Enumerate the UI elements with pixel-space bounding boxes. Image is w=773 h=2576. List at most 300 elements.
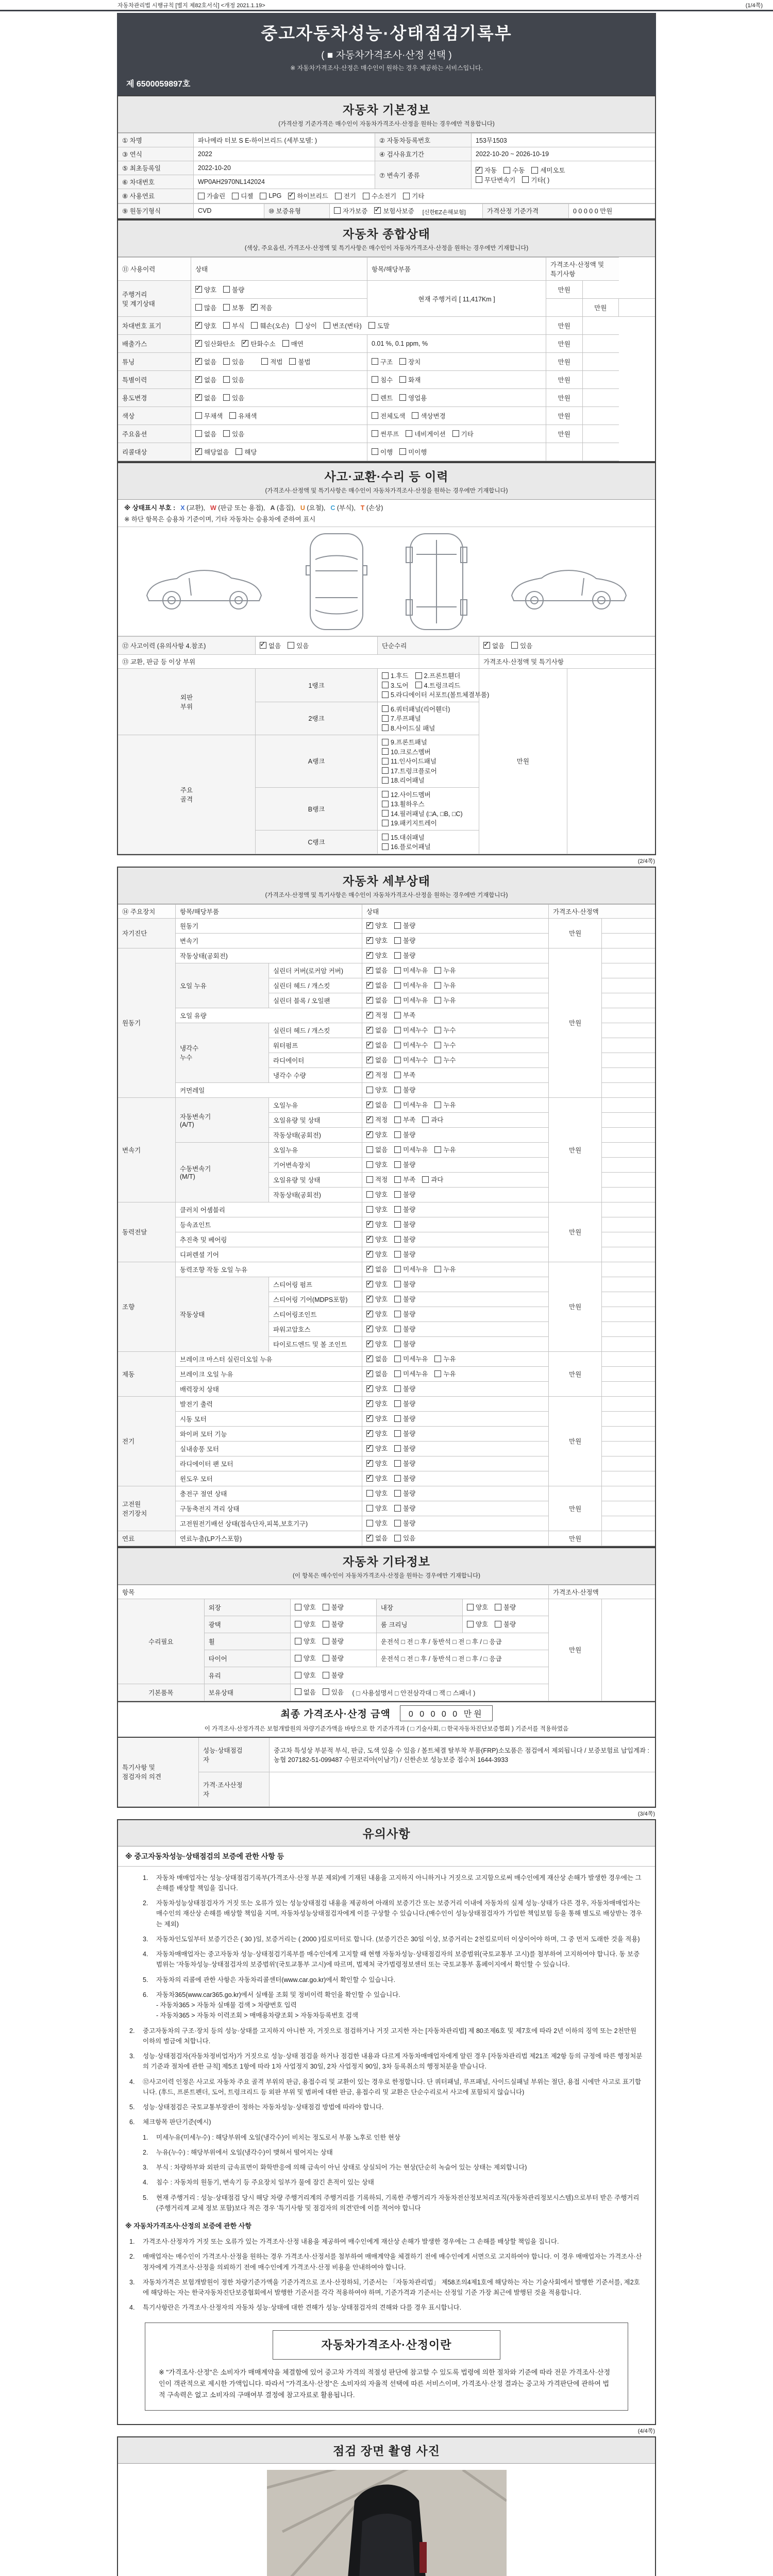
checkbox-양호[interactable] bbox=[366, 1518, 388, 1528]
checkbox-18.리어패널[interactable] bbox=[382, 775, 425, 785]
checkbox-누유[interactable] bbox=[434, 1354, 456, 1363]
checkbox-없음[interactable] bbox=[366, 1025, 388, 1035]
checkbox-네비게이션[interactable] bbox=[406, 429, 445, 438]
checkbox-없음[interactable] bbox=[483, 641, 505, 650]
notice-number: 3. bbox=[129, 2053, 135, 2060]
checkbox-불량[interactable] bbox=[394, 1399, 415, 1408]
checkbox-label: 미세누수 bbox=[403, 1027, 428, 1035]
checkbox-양호[interactable] bbox=[295, 1653, 316, 1663]
checkbox-양호[interactable] bbox=[366, 921, 388, 930]
checkbox-box bbox=[394, 1012, 401, 1019]
checkbox-box bbox=[195, 376, 202, 383]
notices-block1-header: ※ 중고자동차성능·상태점검의 보증에 관한 사항 등 bbox=[118, 1846, 655, 1867]
accident-table bbox=[118, 636, 655, 854]
checkbox-있음[interactable] bbox=[223, 357, 244, 366]
checkbox-box bbox=[522, 176, 529, 183]
checkbox-10.크로스멤버[interactable] bbox=[382, 747, 431, 756]
checkbox-가솔린[interactable] bbox=[198, 191, 225, 200]
checkbox-불량[interactable] bbox=[394, 1279, 415, 1289]
accident-subtitle: (가격조사·산정액 및 특기사항은 매수인이 자동차가격조사·산정을 원하는 경우에만 기재합니다) bbox=[265, 488, 508, 494]
notice-item bbox=[143, 2162, 644, 2173]
checkbox-box bbox=[366, 1385, 373, 1392]
checkbox-있음[interactable] bbox=[223, 429, 244, 438]
table-cell: 특별이력 bbox=[118, 371, 191, 389]
table-cell: 만원 bbox=[546, 353, 583, 371]
table-cell bbox=[582, 353, 619, 371]
table-cell bbox=[602, 1232, 655, 1247]
checkbox-8.사이드실 패널[interactable] bbox=[382, 723, 435, 733]
checkbox-양호[interactable] bbox=[366, 1160, 388, 1169]
checkbox-누수[interactable] bbox=[434, 1040, 456, 1049]
table-cell bbox=[602, 948, 655, 963]
checkbox-양호[interactable] bbox=[467, 1619, 488, 1629]
checkbox-양호[interactable] bbox=[366, 1503, 388, 1513]
checkbox-누유[interactable] bbox=[434, 1100, 456, 1109]
checkbox-누유[interactable] bbox=[434, 1369, 456, 1378]
checkbox-누유[interactable] bbox=[434, 965, 456, 975]
checkbox-유채색[interactable] bbox=[229, 411, 257, 420]
checkbox-불량[interactable] bbox=[394, 1249, 415, 1259]
checkbox-양호[interactable] bbox=[366, 1399, 388, 1408]
checkbox-box bbox=[223, 430, 230, 437]
checkbox-상이[interactable] bbox=[296, 321, 317, 330]
table-row bbox=[118, 669, 655, 702]
checkbox-label: 있음 bbox=[403, 1535, 416, 1543]
checkbox-불량[interactable] bbox=[394, 1473, 415, 1483]
checkbox-기타[interactable] bbox=[403, 191, 424, 200]
checkbox-누유[interactable] bbox=[434, 980, 456, 990]
checkbox-매연[interactable] bbox=[282, 339, 304, 348]
table-cell: 변속기 bbox=[118, 1097, 176, 1202]
table-cell: 만원 bbox=[549, 1202, 602, 1262]
checkbox-세미오토[interactable] bbox=[531, 165, 565, 175]
checkbox-없음[interactable] bbox=[366, 1264, 388, 1274]
table-cell: 만원 bbox=[546, 281, 583, 299]
checkbox-양호[interactable] bbox=[195, 285, 216, 294]
checkbox-미세누유[interactable] bbox=[394, 1354, 428, 1363]
checkbox-box bbox=[483, 642, 490, 649]
checkbox-box bbox=[394, 1206, 401, 1213]
checkbox-양호[interactable] bbox=[195, 321, 216, 330]
checkbox-적음[interactable] bbox=[251, 303, 272, 312]
checkbox-불량[interactable] bbox=[394, 1160, 415, 1169]
checkbox-있음[interactable] bbox=[394, 1533, 415, 1543]
checkbox-불량[interactable] bbox=[495, 1619, 516, 1629]
checkbox-양호[interactable] bbox=[366, 936, 388, 945]
checkbox-label: 양호 bbox=[375, 1445, 388, 1453]
checkbox-미세누유[interactable] bbox=[394, 1100, 428, 1109]
checkbox-3.도어[interactable] bbox=[382, 681, 409, 690]
checkbox-label: 3.도어 bbox=[391, 682, 409, 689]
checkbox-양호[interactable] bbox=[366, 1309, 388, 1318]
checkbox-불량[interactable] bbox=[394, 1294, 415, 1303]
checkbox-label: 무채색 bbox=[204, 412, 223, 420]
table-cell: ⑦ 변속기 종류 bbox=[375, 161, 472, 189]
document-number: 제 6500059897호 bbox=[126, 80, 191, 89]
checkbox-수소전기[interactable] bbox=[363, 191, 396, 200]
checkbox-없음[interactable] bbox=[366, 1055, 388, 1064]
table-cell bbox=[602, 1202, 655, 1217]
checkbox-불량[interactable] bbox=[394, 1205, 415, 1214]
checkbox-5.라디에이터 서포트(볼트체결부품)[interactable] bbox=[382, 690, 489, 699]
checkbox-box bbox=[394, 1266, 401, 1273]
checkbox-자가보증[interactable] bbox=[334, 206, 367, 215]
checkbox-탄화수소[interactable] bbox=[242, 339, 275, 348]
checkbox-양호[interactable] bbox=[467, 1602, 488, 1612]
checkbox-불량[interactable] bbox=[323, 1653, 344, 1663]
checkbox-불량[interactable] bbox=[394, 1219, 415, 1229]
table-cell: 오일누유 bbox=[269, 1142, 362, 1157]
checkbox-누유[interactable] bbox=[434, 1264, 456, 1274]
table-cell bbox=[582, 425, 619, 443]
checkbox-양호[interactable] bbox=[366, 1279, 388, 1289]
checkbox-LPG[interactable] bbox=[260, 192, 281, 199]
table-cell bbox=[290, 1650, 376, 1667]
checkbox-label: 양호 bbox=[375, 1415, 388, 1423]
table-cell: ⑪ 사용이력 bbox=[118, 258, 191, 281]
checkbox-없음[interactable] bbox=[195, 429, 216, 438]
checkbox-box bbox=[394, 1042, 401, 1048]
checkbox-없음[interactable] bbox=[366, 980, 388, 990]
notice-item bbox=[143, 1873, 644, 1894]
table-cell: ⑧ 사용연료 bbox=[118, 189, 194, 204]
checkbox-없음[interactable] bbox=[195, 375, 216, 384]
checkbox-색상변경[interactable] bbox=[412, 411, 445, 420]
checkbox-무채색[interactable] bbox=[195, 411, 223, 420]
checkbox-불량[interactable] bbox=[394, 1429, 415, 1438]
checkbox-누수[interactable] bbox=[434, 1055, 456, 1064]
checkbox-부족[interactable] bbox=[394, 1010, 415, 1020]
checkbox-불량[interactable] bbox=[394, 1444, 415, 1453]
checkbox-보험사보증[interactable] bbox=[374, 206, 414, 215]
checkbox-1.후드[interactable] bbox=[382, 671, 409, 680]
checkbox-과다[interactable] bbox=[422, 1175, 443, 1184]
checkbox-양호[interactable] bbox=[366, 1249, 388, 1259]
checkbox-누수[interactable] bbox=[434, 1025, 456, 1035]
checkbox-14.필러패널 (□A, □B, □C)[interactable] bbox=[382, 809, 463, 818]
checkbox-장치[interactable] bbox=[399, 357, 421, 366]
checkbox-2.프론트휀더[interactable] bbox=[415, 671, 461, 680]
table-cell: 만원 bbox=[546, 371, 583, 389]
checkbox-16.플로어패널[interactable] bbox=[382, 842, 431, 851]
checkbox-불량[interactable] bbox=[394, 1518, 415, 1528]
checkbox-영업용[interactable] bbox=[399, 393, 427, 402]
table-cell bbox=[256, 637, 378, 655]
checkbox-양호[interactable] bbox=[366, 1488, 388, 1498]
checkbox-box bbox=[382, 691, 389, 698]
checkbox-없음[interactable] bbox=[295, 1687, 316, 1697]
table-cell bbox=[362, 1127, 549, 1142]
checkbox-기타[interactable] bbox=[452, 429, 474, 438]
checkbox-전기[interactable] bbox=[335, 191, 356, 200]
checkbox-변조(변타)[interactable] bbox=[324, 321, 362, 330]
checkbox-없음[interactable] bbox=[366, 1369, 388, 1378]
checkbox-불량[interactable] bbox=[323, 1636, 344, 1646]
checkbox-보통[interactable] bbox=[223, 303, 244, 312]
table-cell: 커먼레일 bbox=[176, 1082, 362, 1097]
checkbox-있음[interactable] bbox=[511, 641, 532, 650]
checkbox-전체도색[interactable] bbox=[372, 411, 405, 420]
checkbox-box bbox=[372, 448, 378, 455]
checkbox-9.프론트패널[interactable] bbox=[382, 737, 427, 747]
checkbox-box bbox=[289, 358, 296, 365]
basic-info-subtitle: (가격산정 기준가격은 매수인이 자동차가격조사·산정을 원하는 경우에만 적용합니다) bbox=[278, 121, 495, 127]
checkbox-불량[interactable] bbox=[223, 285, 244, 294]
checkbox-적정[interactable] bbox=[366, 1070, 388, 1079]
table-cell: 오일 유량 bbox=[176, 1008, 362, 1023]
checkbox-없음[interactable] bbox=[366, 1040, 388, 1049]
checkbox-12.사이드멤버[interactable] bbox=[382, 790, 431, 799]
table-cell: 전기 bbox=[118, 1396, 176, 1486]
checkbox-미이행[interactable] bbox=[399, 447, 427, 456]
checkbox-미세누유[interactable] bbox=[394, 965, 428, 975]
table-cell bbox=[602, 978, 655, 993]
checkbox-양호[interactable] bbox=[295, 1619, 316, 1629]
checkbox-훼손(오손)[interactable] bbox=[251, 321, 289, 330]
checkbox-label: 없음 bbox=[375, 1355, 388, 1363]
checkbox-label: 양호 bbox=[375, 1281, 388, 1289]
checkbox-적정[interactable] bbox=[366, 1115, 388, 1124]
checkbox-label: 양호 bbox=[475, 1621, 489, 1629]
checkbox-미세누수[interactable] bbox=[394, 1055, 428, 1064]
checkbox-없음[interactable] bbox=[366, 1533, 388, 1543]
checkbox-box bbox=[232, 193, 239, 199]
checkbox-없음[interactable] bbox=[366, 1354, 388, 1363]
checkbox-없음[interactable] bbox=[366, 1145, 388, 1154]
checkbox-box bbox=[382, 834, 389, 840]
checkbox-양호[interactable] bbox=[366, 1294, 388, 1303]
checkbox-많음[interactable] bbox=[195, 303, 216, 312]
checkbox-label: 있음 bbox=[520, 642, 533, 650]
checkbox-있음[interactable] bbox=[223, 393, 244, 402]
checkbox-양호[interactable] bbox=[366, 1459, 388, 1468]
checkbox-양호[interactable] bbox=[366, 1473, 388, 1483]
checkbox-양호[interactable] bbox=[295, 1670, 316, 1680]
checkbox-미세누유[interactable] bbox=[394, 995, 428, 1005]
checkbox-미세누유[interactable] bbox=[394, 1369, 428, 1378]
checkbox-미세누수[interactable] bbox=[394, 1040, 428, 1049]
checkbox-label: 수소전기 bbox=[371, 193, 397, 200]
checkbox-도말[interactable] bbox=[368, 321, 390, 330]
checkbox-양호[interactable] bbox=[366, 1429, 388, 1438]
checkbox-없음[interactable] bbox=[366, 965, 388, 975]
checkbox-있음[interactable] bbox=[288, 641, 309, 650]
table-cell bbox=[367, 407, 546, 425]
checkbox-자동[interactable] bbox=[476, 165, 497, 175]
table-row bbox=[118, 918, 655, 933]
checkbox-불량[interactable] bbox=[323, 1602, 344, 1612]
checkbox-양호[interactable] bbox=[366, 1339, 388, 1348]
checkbox-불량[interactable] bbox=[394, 1085, 415, 1094]
checkbox-있음[interactable] bbox=[223, 375, 244, 384]
checkbox-label: 10.크로스멤버 bbox=[391, 748, 431, 756]
checkbox-양호[interactable] bbox=[366, 1414, 388, 1423]
damage-code-label: (흠집), bbox=[275, 504, 295, 512]
checkbox-미세누수[interactable] bbox=[394, 1025, 428, 1035]
checkbox-label: 6.쿼터패널(리어휀더) bbox=[391, 705, 450, 713]
checkbox-양호[interactable] bbox=[366, 1130, 388, 1139]
checkbox-누유[interactable] bbox=[434, 995, 456, 1005]
checkbox-양호[interactable] bbox=[366, 1190, 388, 1199]
checkbox-해당없음[interactable] bbox=[195, 447, 229, 456]
table-cell: 만원 bbox=[546, 407, 583, 425]
checkbox-없음[interactable] bbox=[195, 357, 216, 366]
damage-code-label: (손상) bbox=[364, 504, 383, 512]
table-cell bbox=[362, 1307, 549, 1321]
checkbox-label: 미세누유 bbox=[403, 1266, 428, 1274]
checkbox-적법[interactable] bbox=[261, 357, 282, 366]
checkbox-적정[interactable] bbox=[366, 1175, 388, 1184]
checkbox-label: 있음 bbox=[232, 376, 245, 384]
checkbox-양호[interactable] bbox=[366, 1384, 388, 1393]
notice-item bbox=[129, 2236, 644, 2247]
notice-number: 2. bbox=[129, 2027, 135, 2035]
checkbox-불량[interactable] bbox=[394, 1414, 415, 1423]
checkbox-box bbox=[394, 1116, 401, 1123]
checkbox-미세누유[interactable] bbox=[394, 980, 428, 990]
checkbox-불법[interactable] bbox=[289, 357, 310, 366]
checkbox-썬루프[interactable] bbox=[372, 429, 399, 438]
checkbox-box bbox=[195, 412, 202, 419]
checkbox-불량[interactable] bbox=[394, 1384, 415, 1393]
checkbox-box bbox=[195, 394, 202, 401]
checkbox-하이브리드[interactable] bbox=[288, 191, 328, 200]
checkbox-label: 누유 bbox=[443, 1266, 456, 1274]
checkbox-불량[interactable] bbox=[394, 1130, 415, 1139]
checkbox-화재[interactable] bbox=[399, 375, 421, 384]
checkbox-불량[interactable] bbox=[394, 936, 415, 945]
checkbox-label: 양호 bbox=[475, 1604, 489, 1612]
checkbox-15.대쉬패널[interactable] bbox=[382, 833, 425, 842]
checkbox-양호[interactable] bbox=[366, 951, 388, 960]
checkbox-불량[interactable] bbox=[394, 1503, 415, 1513]
other-title: 자동차 기타정보 bbox=[343, 1554, 430, 1568]
table-cell: 스티어링조인트 bbox=[269, 1307, 362, 1321]
table-cell: 주요 골격 bbox=[118, 735, 256, 854]
checkbox-불량[interactable] bbox=[394, 1324, 415, 1333]
checkbox-label: 무단변속기 bbox=[484, 176, 516, 184]
checkbox-침수[interactable] bbox=[372, 375, 393, 384]
checkbox-부족[interactable] bbox=[394, 1115, 415, 1124]
checkbox-해당[interactable] bbox=[236, 447, 257, 456]
notice-text: 현재 주행거리 : 성능·상태점검 당시 해당 차량 주행거리계의 주행거리를 기록하되, 기록한 주행거리가 자동차전산정보처리조직(자동차관리정보시스템)으로부터 받은 주행거리(주행거리계 교체 정보 포함)보다 적은 경우 '특기사항 및 점검자의 의견'란에 이를 적어야 합니다 bbox=[156, 2194, 640, 2212]
checkbox-양호[interactable] bbox=[366, 1085, 388, 1094]
table-cell: 실린더 블록 / 오일팬 bbox=[269, 993, 362, 1008]
checkbox-없음[interactable] bbox=[366, 995, 388, 1005]
checkbox-이행[interactable] bbox=[372, 447, 393, 456]
checkbox-label: 일산화탄소 bbox=[204, 340, 236, 348]
table-cell: A랭크 bbox=[256, 735, 378, 788]
checkbox-box bbox=[511, 642, 518, 649]
checkbox-일산화탄소[interactable] bbox=[195, 339, 235, 348]
checkbox-불량[interactable] bbox=[394, 1190, 415, 1199]
notice-number: 6. bbox=[143, 1991, 148, 1998]
checkbox-양호[interactable] bbox=[366, 1324, 388, 1333]
checkbox-box bbox=[394, 922, 401, 929]
checkbox-구조[interactable] bbox=[372, 357, 393, 366]
checkbox-box bbox=[223, 376, 230, 383]
checkbox-미세누유[interactable] bbox=[394, 1264, 428, 1274]
checkbox-있음[interactable] bbox=[323, 1687, 344, 1697]
table-cell: 항목/해당부품 bbox=[176, 904, 362, 918]
checkbox-불량[interactable] bbox=[394, 951, 415, 960]
checkbox-양호[interactable] bbox=[366, 1234, 388, 1244]
checkbox-기타( )[interactable] bbox=[522, 175, 549, 184]
checkbox-13.휠하우스[interactable] bbox=[382, 799, 425, 808]
legend-prefix: ※ 상태표시 부호 : bbox=[124, 504, 176, 512]
checkbox-부식[interactable] bbox=[223, 321, 244, 330]
checkbox-렌트[interactable] bbox=[372, 393, 393, 402]
table-row bbox=[118, 133, 655, 147]
checkbox-label: 양호 bbox=[375, 1326, 388, 1333]
checkbox-없음[interactable] bbox=[195, 393, 216, 402]
checkbox-불량[interactable] bbox=[323, 1670, 344, 1680]
checkbox-양호[interactable] bbox=[366, 1444, 388, 1453]
table-cell bbox=[362, 1262, 549, 1277]
checkbox-부족[interactable] bbox=[394, 1070, 415, 1079]
checkbox-부족[interactable] bbox=[394, 1175, 415, 1184]
table-cell bbox=[362, 948, 549, 963]
table-cell bbox=[367, 425, 546, 443]
checkbox-없음[interactable] bbox=[260, 641, 281, 650]
notice-item bbox=[143, 2147, 644, 2158]
checkbox-무단변속기[interactable] bbox=[476, 175, 515, 184]
checkbox-불량[interactable] bbox=[394, 1488, 415, 1498]
checkbox-불량[interactable] bbox=[394, 1339, 415, 1348]
checkbox-box bbox=[366, 1445, 373, 1452]
table-cell: 파나메라 터보 S E-하이브리드 (세부모델: ) bbox=[194, 133, 375, 147]
checkbox-11.인사이드패널[interactable] bbox=[382, 756, 436, 766]
checkbox-없음[interactable] bbox=[366, 1100, 388, 1109]
checkbox-디젤[interactable] bbox=[232, 191, 253, 200]
checkbox-양호[interactable] bbox=[366, 1205, 388, 1214]
table-cell bbox=[582, 371, 619, 389]
checkbox-수동[interactable] bbox=[503, 165, 525, 175]
checkbox-과다[interactable] bbox=[422, 1115, 443, 1124]
checkbox-19.패키지트레이[interactable] bbox=[382, 818, 437, 827]
checkbox-미세누유[interactable] bbox=[394, 1145, 428, 1154]
checkbox-box bbox=[394, 1370, 401, 1377]
checkbox-label: 장치 bbox=[408, 358, 421, 366]
checkbox-양호[interactable] bbox=[366, 1219, 388, 1229]
checkbox-적정[interactable] bbox=[366, 1010, 388, 1020]
checkbox-양호[interactable] bbox=[295, 1636, 316, 1646]
checkbox-양호[interactable] bbox=[295, 1602, 316, 1612]
table-cell: 오일유량 및 상태 bbox=[269, 1112, 362, 1127]
checkbox-box bbox=[476, 176, 482, 183]
checkbox-불량[interactable] bbox=[394, 921, 415, 930]
notice-number: 3. bbox=[143, 2164, 148, 2171]
checkbox-label: 부족 bbox=[403, 1072, 416, 1079]
checkbox-불량[interactable] bbox=[495, 1602, 516, 1612]
checkbox-label: 없음 bbox=[492, 642, 505, 650]
notice-text: 침수 : 자동차의 원동기, 변속기 등 주요장치 일부가 물에 잠긴 흔적이 있는 상태 bbox=[156, 2179, 374, 2187]
table-cell: 운전석 □ 전 □ 후 / 동반석 □ 전 □ 후 / □ 응급 bbox=[376, 1650, 548, 1667]
checkbox-불량[interactable] bbox=[394, 1459, 415, 1468]
checkbox-7.루프패널[interactable] bbox=[382, 714, 421, 723]
checkbox-4.트렁크리드[interactable] bbox=[415, 681, 461, 690]
checkbox-불량[interactable] bbox=[323, 1619, 344, 1629]
checkbox-17.트렁크플로어[interactable] bbox=[382, 766, 437, 775]
checkbox-누유[interactable] bbox=[434, 1145, 456, 1154]
table-cell bbox=[602, 1067, 655, 1082]
checkbox-불량[interactable] bbox=[394, 1309, 415, 1318]
checkbox-label: 16.플로어패널 bbox=[391, 843, 431, 851]
checkbox-불량[interactable] bbox=[394, 1234, 415, 1244]
checkbox-label: 적정 bbox=[375, 1176, 388, 1184]
checkbox-6.쿼터패널(리어휀더)[interactable] bbox=[382, 704, 450, 714]
checkbox-box bbox=[366, 1460, 373, 1467]
